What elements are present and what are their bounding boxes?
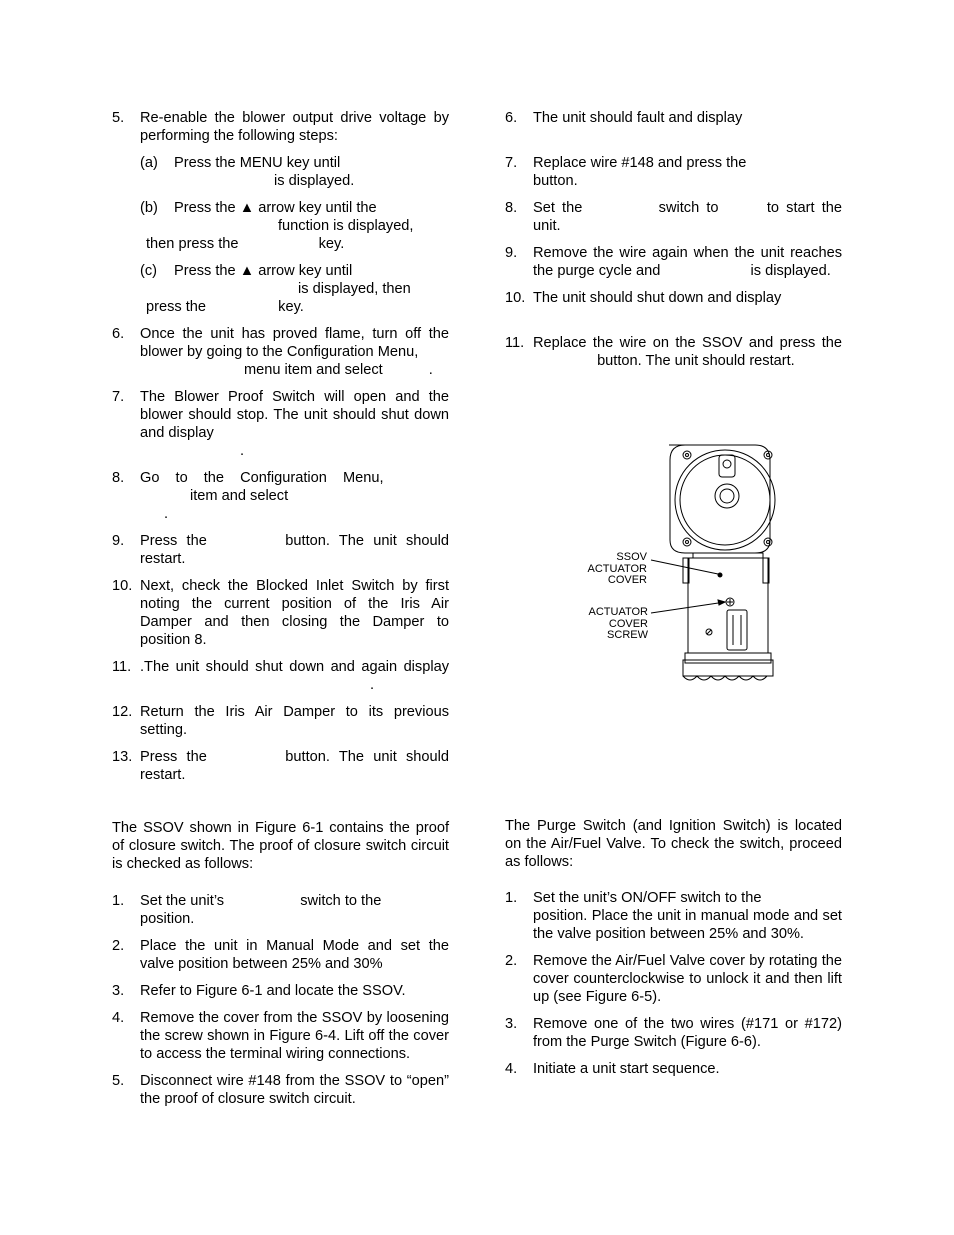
ssov-intro-paragraph: The SSOV shown in Figure 6-1 contains the proof of closure switch. The proof of closure switch circuit is checked as follows: bbox=[112, 820, 449, 872]
purge-intro-paragraph: The Purge Switch (and Ignition Switch) is located on the Air/Fuel Valve. To check the switch, proceed as follows: bbox=[505, 818, 842, 870]
list-item: 11. .The unit should shut down and again display . bbox=[112, 659, 449, 693]
list-item: 10. The unit should shut down and display bbox=[505, 290, 782, 306]
sub-step: (c) Press the ▲ arrow key until is displayed, then bbox=[140, 263, 411, 297]
list-item: 9. Press the button. The unit should restart. bbox=[112, 533, 449, 567]
list-item: 7. The Blower Proof Switch will open and the blower should stop. The unit should shut down and display . bbox=[112, 389, 449, 459]
list-item: 10. Next, check the Blocked Inlet Switch by first noting the current position of the Iris Air Damper and then closing the Damper to position 8. bbox=[112, 578, 449, 648]
ssov-actuator-figure bbox=[575, 440, 785, 690]
list-item: 12. Return the Iris Air Damper to its previous setting. bbox=[112, 704, 449, 738]
list-item: 4. Initiate a unit start sequence. bbox=[505, 1061, 720, 1077]
list-item: 8. Set the switch to to start the unit. bbox=[505, 200, 842, 234]
list-item: 4. Remove the cover from the SSOV by loosening the screw shown in Figure 6-4. Lift off the cover to access the terminal wiring connections. bbox=[112, 1010, 449, 1062]
list-item: 1. Set the unit’s ON/OFF switch to the position. Place the unit in manual mode and set the valve position between 25% and 30%. bbox=[505, 890, 842, 942]
sub-step: (a) Press the MENU key until is displayed. bbox=[140, 155, 355, 189]
sub-step: (b) Press the ▲ arrow key until the function is displayed, bbox=[140, 200, 414, 234]
actuator-cover-screw-label: ACTUATOR COVER SCREW bbox=[588, 606, 648, 641]
ssov-steps-list bbox=[112, 892, 449, 1117]
ssov-actuator-cover-label: SSOV ACTUATOR COVER bbox=[587, 551, 647, 586]
list-item: 13. Press the button. The unit should restart. bbox=[112, 749, 449, 783]
list-item: 8. Go to the Configuration Menu, item and select . bbox=[112, 470, 384, 522]
list-item: 2. Remove the Air/Fuel Valve cover by rotating the cover counterclockwise to unlock it and then lift up (see Figure 6-5). bbox=[505, 953, 842, 1005]
list-item: 11. Replace the wire on the SSOV and press the button. The unit should restart. bbox=[505, 335, 842, 369]
left-procedure-list bbox=[112, 109, 449, 793]
list-item: 3. Refer to Figure 6-1 and locate the SSOV. bbox=[112, 983, 406, 999]
list-item: 3. Remove one of the two wires (#171 or #172) from the Purge Switch (Figure 6-6). bbox=[505, 1016, 842, 1050]
list-item bbox=[112, 109, 449, 316]
list-item: 1. Set the unit’s switch to the position. bbox=[112, 893, 382, 927]
right-procedure-list bbox=[505, 109, 842, 379]
list-item: 9. Remove the wire again when the unit reaches the purge cycle and is displayed. bbox=[505, 245, 842, 279]
list-item: 6. Once the unit has proved flame, turn off the blower by going to the Configuration Menu, menu item and select . bbox=[112, 326, 449, 378]
item-text: Re-enable the blower output drive voltage by performing the following steps: (a) Press the MENU key until is displayed. (b) Press the ▲ arrow key until the function is displayed, then press the key. (c) Press the ▲ arrow key until is displayed, then press the key. bbox=[140, 110, 449, 315]
list-item: 6. The unit should fault and display bbox=[505, 110, 743, 126]
list-item: 2. Place the unit in Manual Mode and set the valve position between 25% and 30% bbox=[112, 938, 449, 972]
item-number: 5. bbox=[112, 110, 125, 126]
list-item: 7. Replace wire #148 and press the button. bbox=[505, 155, 747, 189]
purge-steps-list bbox=[505, 889, 842, 1087]
list-item: 5. Disconnect wire #148 from the SSOV to “open” the proof of closure switch circuit. bbox=[112, 1073, 449, 1107]
